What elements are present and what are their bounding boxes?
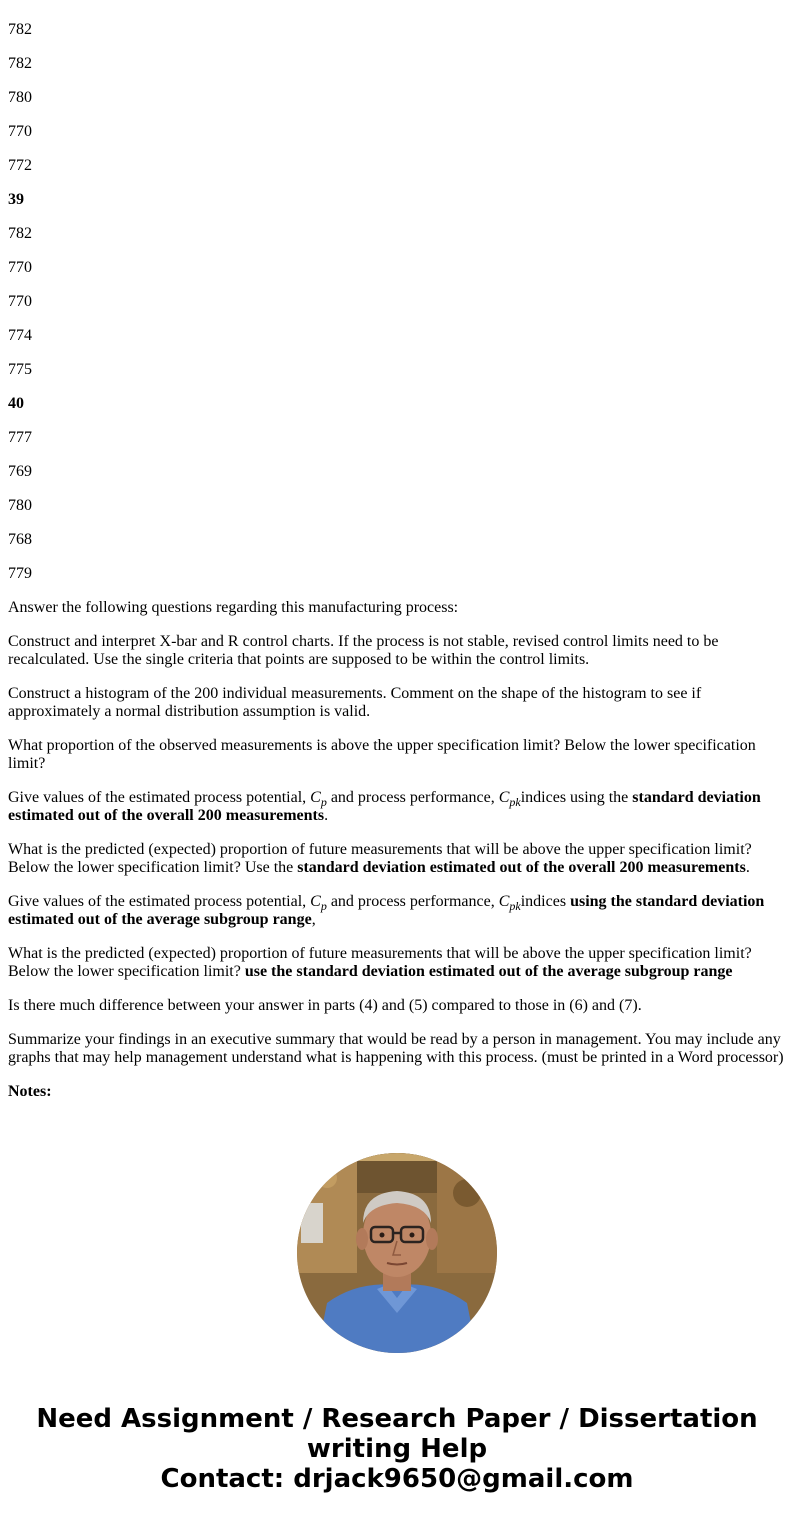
question-4-end: . <box>324 807 329 824</box>
value-38-4: 770 <box>8 123 32 140</box>
question-6 <box>8 893 786 929</box>
value-38-1: 782 <box>8 21 32 38</box>
notes-label: Notes: <box>8 1083 52 1100</box>
question-7-text: What is the predicted (expected) proportion of future measurements that will be above the upper specification limit? Below the lower specification limit? <box>8 945 752 980</box>
value-39-3: 770 <box>8 293 32 310</box>
subgroup-label: 39 <box>8 191 24 208</box>
cpk-symbol <box>498 893 521 913</box>
question-4-bold: standard deviation estimated out of the overall 200 measurements <box>8 789 761 824</box>
cp-symbol <box>310 893 327 913</box>
cpk-sub: pk <box>509 795 521 809</box>
question-1: Construct and interpret X-bar and R control charts. If the process is not stable, revised control limits need to be recalculated. Use the single criteria that points are supposed to be within the control limits. <box>8 633 719 668</box>
question-4-text-a: Give values of the estimated process potential, <box>8 789 311 806</box>
value-40-3: 780 <box>8 497 32 514</box>
value-39-4: 774 <box>8 327 32 344</box>
value-40-1: 777 <box>8 429 32 446</box>
question-5 <box>8 841 786 877</box>
question-4-text-b: and process performance, <box>326 789 499 806</box>
value-38-2: 782 <box>8 55 32 72</box>
cpk-sub: pk <box>509 899 521 913</box>
question-6-text-b: and process performance, <box>326 893 499 910</box>
cp-symbol <box>310 789 327 809</box>
value-39-2: 770 <box>8 259 32 276</box>
cpk-base: C <box>498 893 510 910</box>
cp-sub: p <box>320 795 327 809</box>
cpk-base: C <box>498 789 510 806</box>
cut-off-group-label <box>8 0 786 5</box>
author-photo <box>297 1153 497 1353</box>
cp-base: C <box>310 893 321 910</box>
question-7 <box>8 945 786 981</box>
promo-line-2: writing Help <box>306 1434 488 1464</box>
subgroup-label: 40 <box>8 395 24 412</box>
value-38-5: 772 <box>8 157 32 174</box>
question-5-bold: standard deviation estimated out of the overall 200 measurements <box>297 859 746 876</box>
questions-intro: Answer the following questions regarding this manufacturing process: <box>8 599 459 616</box>
question-6-text-c: indices <box>520 893 571 910</box>
question-4-text-c: indices using the <box>520 789 633 806</box>
value-40-4: 768 <box>8 531 32 548</box>
value-40-2: 769 <box>8 463 32 480</box>
author-photo-image <box>297 1153 497 1353</box>
question-9: Summarize your findings in an executive summary that would be read by a person in management. You may include any graphs that may help management understand what is happening with this process. (must be printed in a Word processor) <box>8 1031 784 1066</box>
value-39-1: 782 <box>8 225 32 242</box>
question-3: What proportion of the observed measurements is above the upper specification limit? Below the lower specification limit? <box>8 737 756 772</box>
question-5-end: . <box>745 859 750 876</box>
cp-base: C <box>310 789 321 806</box>
question-6-bold: using the standard deviation estimated out of the average subgroup range <box>8 893 765 928</box>
question-8: Is there much difference between your answer in parts (4) and (5) compared to those in (6) and (7). <box>8 997 642 1014</box>
question-7-bold: use the standard deviation estimated out of the average subgroup range <box>244 963 733 980</box>
contact-banner <box>0 1404 794 1494</box>
notes-heading <box>8 1083 786 1101</box>
promo-line-3: Contact: drjack9650@gmail.com <box>160 1464 634 1494</box>
document-body <box>8 0 786 1117</box>
cp-sub: p <box>320 899 327 913</box>
question-5-text: What is the predicted (expected) proportion of future measurements that will be above the upper specification limit? Below the lower specification limit? Use the <box>8 841 752 876</box>
question-6-end: , <box>311 911 316 928</box>
cpk-symbol <box>498 789 521 809</box>
promo-line-1: Need Assignment / Research Paper / Dissertation <box>36 1404 758 1434</box>
value-39-5: 775 <box>8 361 32 378</box>
question-2: Construct a histogram of the 200 individual measurements. Comment on the shape of the histogram to see if approximately a normal distribution assumption is valid. <box>8 685 702 720</box>
value-40-5: 779 <box>8 565 32 582</box>
value-38-3: 780 <box>8 89 32 106</box>
question-4 <box>8 789 786 825</box>
question-6-text-a: Give values of the estimated process potential, <box>8 893 311 910</box>
